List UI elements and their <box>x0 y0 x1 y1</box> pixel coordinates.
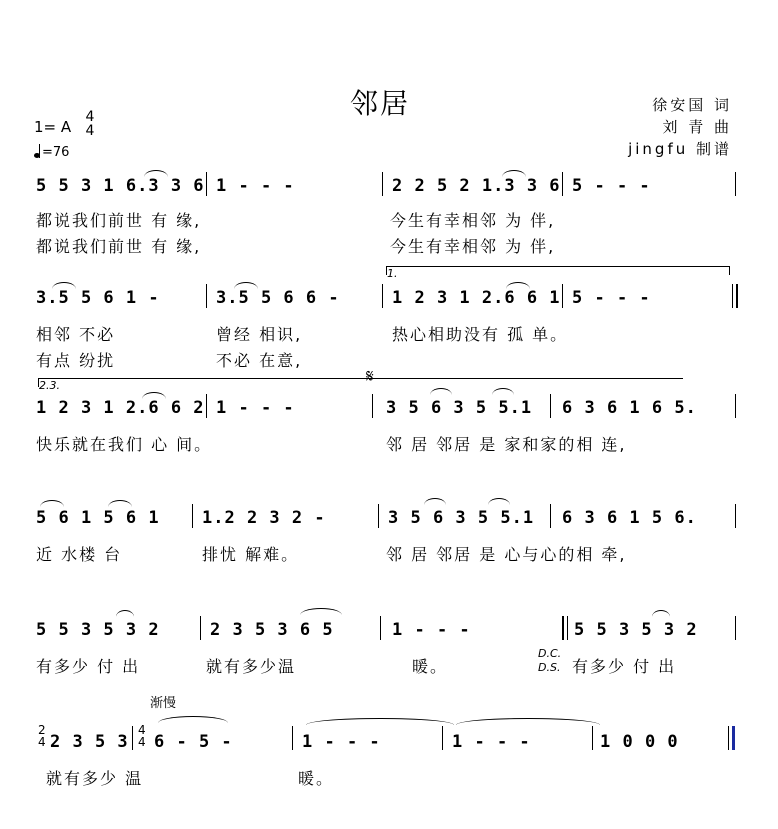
volta-label: 1. <box>387 267 398 280</box>
tie <box>456 718 600 725</box>
repeat-barline <box>732 284 733 308</box>
measure: 2 2 5 2 1.3 3 6 <box>392 176 561 196</box>
slur <box>234 282 258 289</box>
measure: 1 - - - <box>216 176 295 196</box>
barline <box>382 172 383 196</box>
lyric: 有多少 付 出 <box>572 657 677 676</box>
lyric: 就有多少 温 <box>46 769 144 788</box>
barline <box>382 284 383 308</box>
slur <box>424 498 446 505</box>
barline <box>562 284 563 308</box>
lyric: 相邻 不必 <box>36 325 116 344</box>
measure: 1 2 3 1 2.6 6 2 <box>36 398 205 418</box>
measure: 1 - - - <box>216 398 295 418</box>
slur <box>492 388 514 395</box>
lyricist-credit: 徐安国 词 <box>652 96 732 114</box>
measure: 1 - - - <box>392 620 471 640</box>
time-signature-top: 2 <box>38 723 46 737</box>
composer-credit: 刘 青 曲 <box>662 118 732 136</box>
measure: 5 5 3 1 6.3 3 6 <box>36 176 205 196</box>
barline <box>206 172 207 196</box>
time-signature-top: 4 <box>85 109 95 125</box>
measure: 3 5 6 3 5 5.1 <box>386 398 533 418</box>
lyric: 排忧 解难。 <box>202 545 300 564</box>
slur <box>506 282 530 289</box>
lyric: 邻 居 邻居 是 家和家的相 连, <box>386 435 627 454</box>
slur <box>40 500 64 507</box>
lyric: 快乐就在我们 心 间。 <box>36 435 213 454</box>
volta-bracket <box>38 378 683 392</box>
barline <box>206 394 207 418</box>
measure: 5 - - - <box>572 176 651 196</box>
lyric: 热心相助没有 孤 单。 <box>392 325 569 344</box>
measure: 3 5 6 3 5 5.1 <box>388 508 535 528</box>
measure: 3.5 5 6 6 - <box>216 288 340 308</box>
lyric: 邻 居 邻居 是 心与心的相 牵, <box>386 545 627 564</box>
dc-marking: D.C. <box>538 647 562 660</box>
slur <box>144 170 168 177</box>
tempo-value: =76 <box>42 145 70 160</box>
lyric: 今生有幸相邻 为 伴, <box>390 237 556 256</box>
ds-marking: D.S. <box>538 661 561 674</box>
lyric: 暖。 <box>298 769 335 788</box>
tempo-marking <box>34 144 69 160</box>
time-signature-bottom: 4 <box>85 123 95 139</box>
measure: 6 3 6 1 6 5. <box>562 398 697 418</box>
lyric: 有多少 付 出 <box>36 657 141 676</box>
time-signature-bottom: 4 <box>38 735 46 749</box>
final-barline <box>728 726 729 750</box>
barline <box>380 616 381 640</box>
slur <box>52 282 76 289</box>
slur <box>488 498 510 505</box>
repeat-barline <box>736 284 738 308</box>
lyric: 有点 纷扰 <box>36 351 116 370</box>
measure: 1 2 3 1 2.6 6 1 <box>392 288 561 308</box>
barline <box>562 172 563 196</box>
lyric: 暖。 <box>412 657 449 676</box>
lyric: 不必 在意, <box>216 351 303 370</box>
time-signature <box>85 110 95 138</box>
measure: 1 - - - <box>452 732 531 752</box>
slur <box>142 392 166 399</box>
barline <box>735 616 736 640</box>
lyric: 都说我们前世 有 缘, <box>36 211 202 230</box>
barline <box>132 726 133 750</box>
barline <box>735 172 736 196</box>
measure: 5 5 3 5 3 2 <box>36 620 160 640</box>
barline <box>442 726 443 750</box>
slur <box>116 610 134 617</box>
lyric: 曾经 相识, <box>216 325 303 344</box>
slur <box>502 170 526 177</box>
lyric: 今生有幸相邻 为 伴, <box>390 211 556 230</box>
slur <box>108 500 132 507</box>
song-title: 邻居 <box>350 87 411 120</box>
slur <box>300 608 342 615</box>
final-barline <box>732 726 735 750</box>
measure: 6 - 5 - <box>154 732 233 752</box>
measure: 1 - - - <box>302 732 381 752</box>
time-signature-top: 4 <box>138 723 146 737</box>
time-signature-bottom: 4 <box>138 735 146 749</box>
barline <box>200 616 201 640</box>
measure: 1.2 2 3 2 - <box>202 508 326 528</box>
key-signature: 1= A <box>34 118 72 136</box>
barline <box>378 504 379 528</box>
barline <box>292 726 293 750</box>
repeat-barline <box>567 616 568 640</box>
measure: 2 3 5 3 <box>50 732 129 752</box>
lyric: 就有多少温 <box>206 657 297 676</box>
measure: 5 - - - <box>572 288 651 308</box>
barline <box>372 394 373 418</box>
measure: 1 0 0 0 <box>600 732 679 752</box>
slur <box>430 388 452 395</box>
time-signature-change <box>138 724 146 748</box>
barline <box>206 284 207 308</box>
slur <box>158 716 228 723</box>
volta-bracket <box>386 266 730 280</box>
barline <box>735 504 736 528</box>
repeat-barline <box>562 616 564 640</box>
lyric: 都说我们前世 有 缘, <box>36 237 202 256</box>
volta-label: 2.3. <box>39 379 60 392</box>
barline <box>550 504 551 528</box>
barline <box>550 394 551 418</box>
tempo-change-marking: 渐慢 <box>150 696 177 711</box>
measure: 6 3 6 1 5 6. <box>562 508 697 528</box>
measure: 3.5 5 6 1 - <box>36 288 160 308</box>
slur <box>652 610 670 617</box>
time-signature-change <box>38 724 46 748</box>
segno-icon: 𝄋 <box>366 366 374 387</box>
tie <box>306 718 454 725</box>
measure: 2 3 5 3 6 5 <box>210 620 334 640</box>
measure: 5 6 1 5 6 1 <box>36 508 160 528</box>
barline <box>592 726 593 750</box>
barline <box>192 504 193 528</box>
arranger-credit: jingfu 制谱 <box>628 140 732 158</box>
barline <box>735 394 736 418</box>
measure: 5 5 3 5 3 2 <box>574 620 698 640</box>
lyric: 近 水楼 台 <box>36 545 123 564</box>
